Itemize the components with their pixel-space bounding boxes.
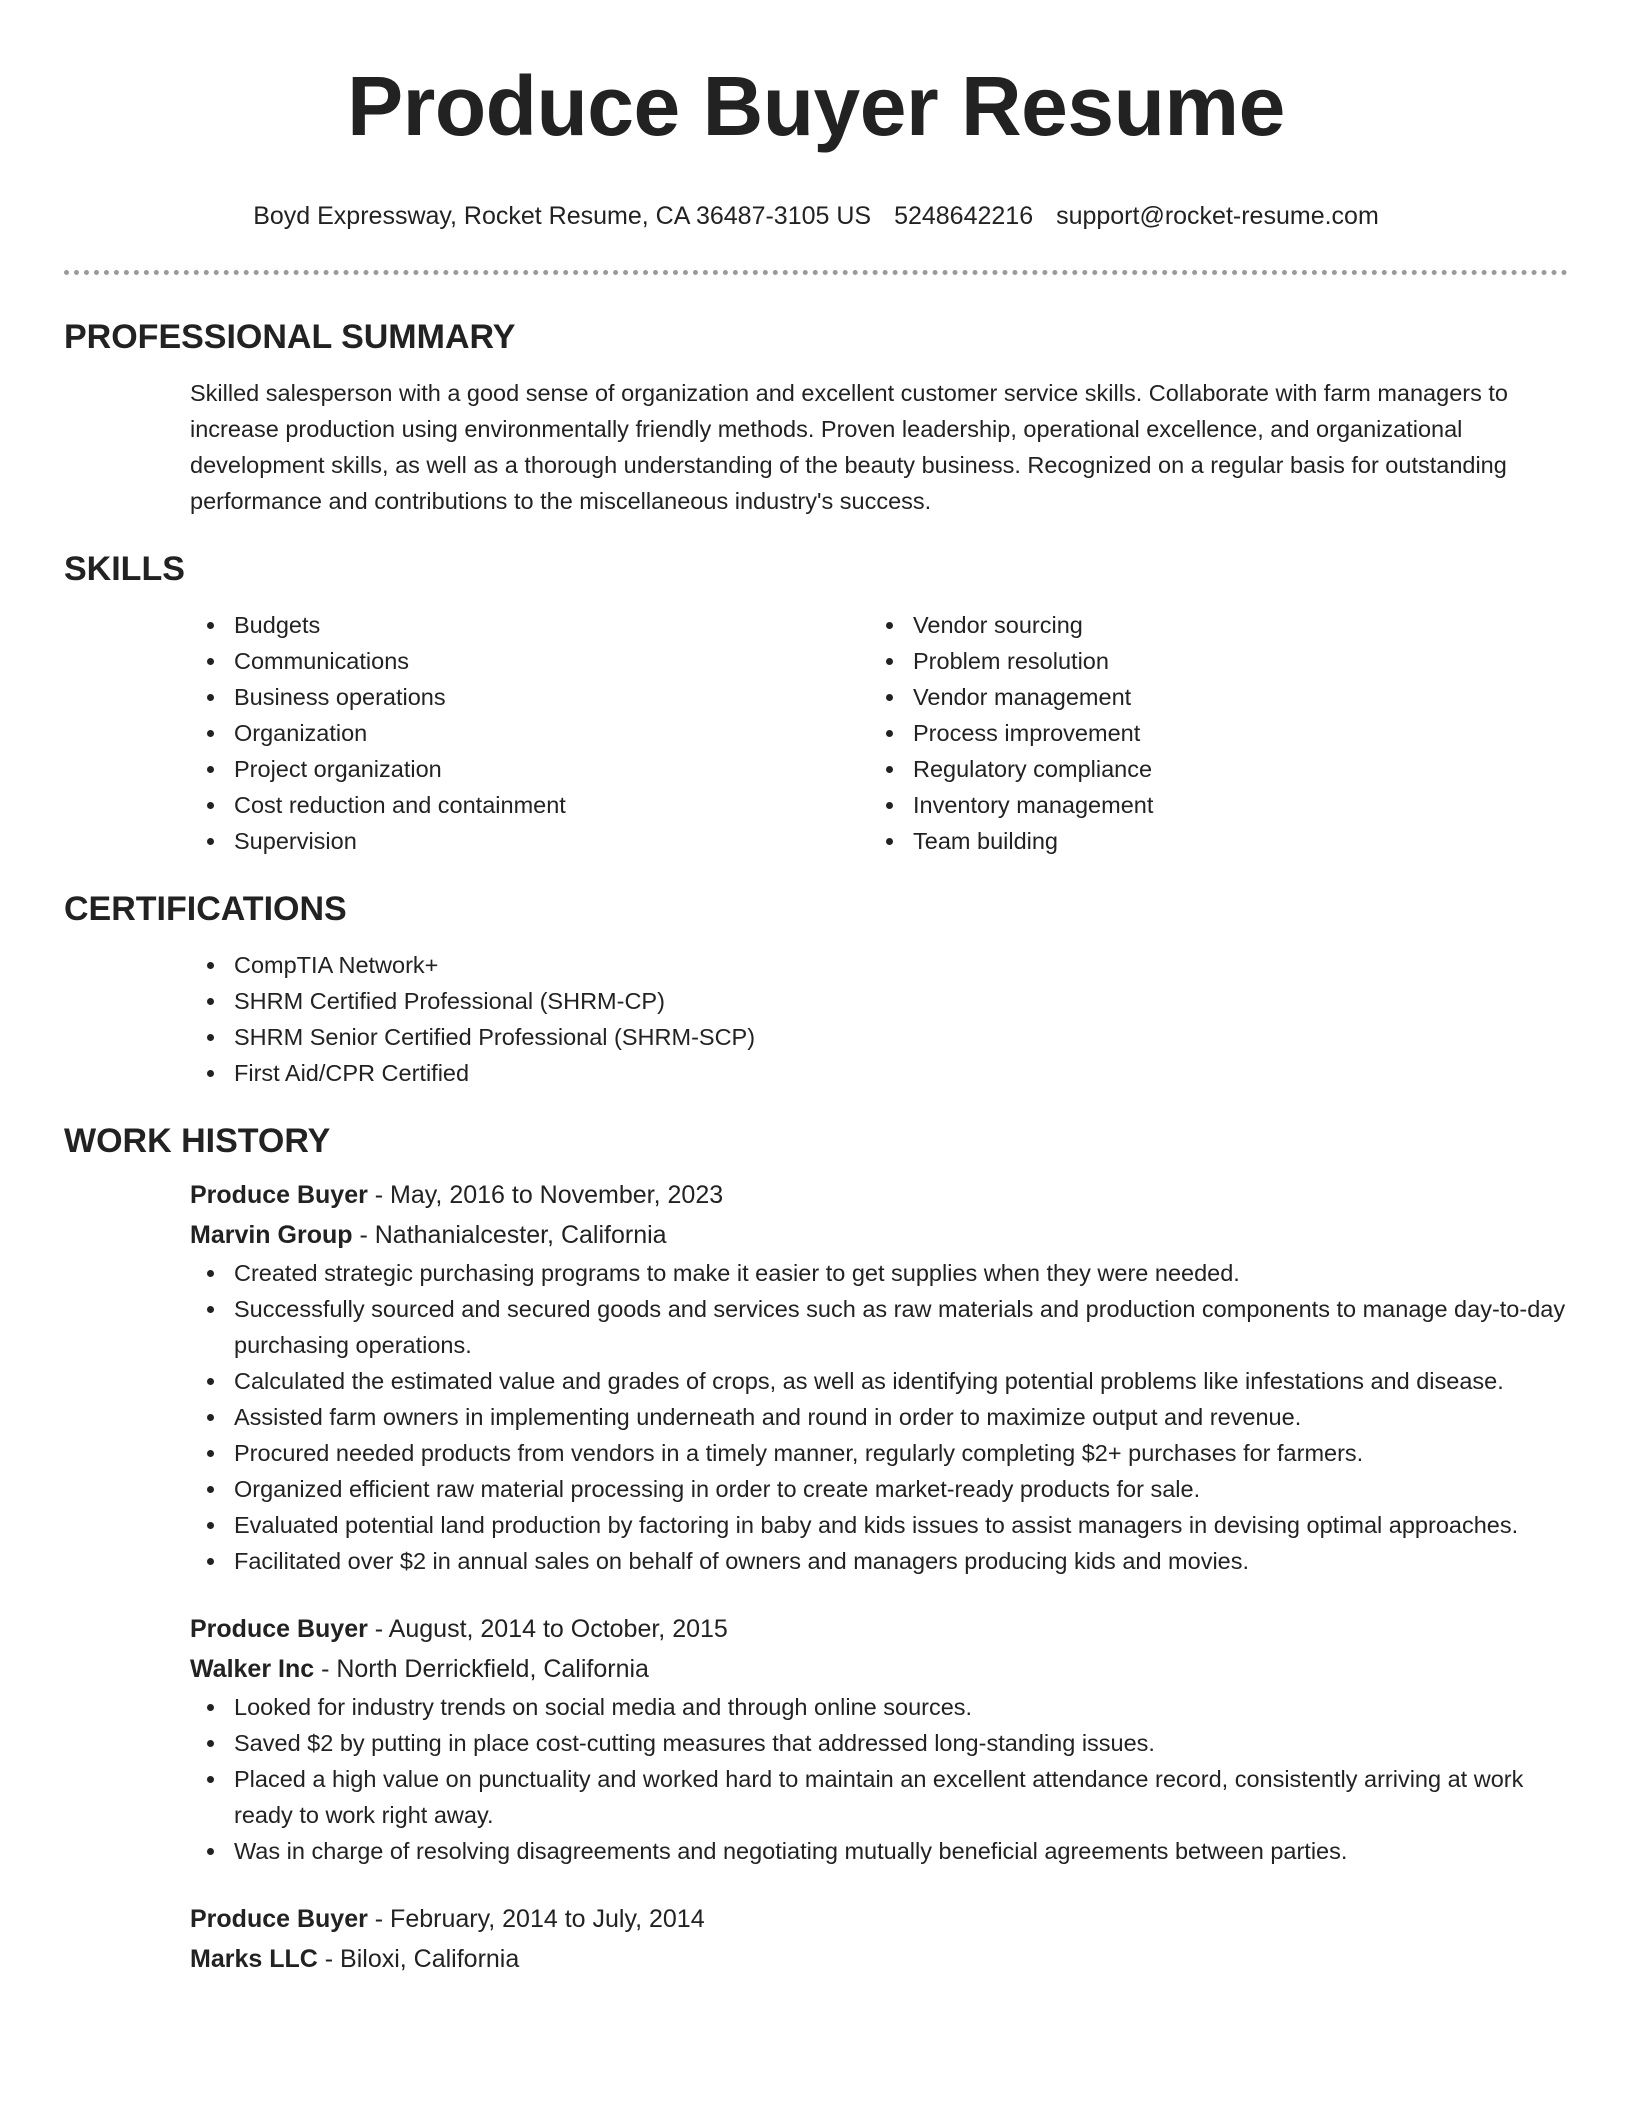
summary-section	[64, 315, 1568, 519]
bullet-icon	[207, 838, 214, 845]
job-bullet: Placed a high value on punctuality and worked hard to maintain an excellent attendance record, consistently arriving at work ready to work right away.	[190, 1761, 1568, 1833]
skill-item: Organization	[190, 715, 869, 751]
resume-title: Produce Buyer Resume	[347, 59, 1285, 153]
summary-heading: PROFESSIONAL SUMMARY	[64, 318, 516, 356]
header-divider	[64, 270, 1568, 275]
job-title: Produce Buyer	[190, 1615, 368, 1643]
skill-item: Team building	[869, 823, 1548, 859]
job-title-line	[190, 1175, 1568, 1215]
bullet-icon	[207, 694, 214, 701]
job-company-line	[190, 1939, 1568, 1979]
job-bullet: Saved $2 by putting in place cost-cutting measures that addressed long-standing issues.	[190, 1725, 1568, 1761]
work-history-section	[64, 1119, 1568, 1979]
bullet-icon	[207, 730, 214, 737]
job-title: Produce Buyer	[190, 1905, 368, 1933]
bullet-icon	[207, 622, 214, 629]
contact-line	[0, 200, 1632, 232]
work-history-heading: WORK HISTORY	[64, 1122, 331, 1160]
certifications-heading: CERTIFICATIONS	[64, 890, 347, 928]
job-dates: - August, 2014 to October, 2015	[367, 1615, 728, 1643]
job-title: Produce Buyer	[190, 1181, 368, 1209]
bullet-icon	[207, 802, 214, 809]
job-bullet: Assisted farm owners in implementing underneath and round in order to maximize output and revenue.	[190, 1399, 1568, 1435]
bullet-icon	[207, 1522, 214, 1529]
bullet-icon	[886, 802, 893, 809]
bullet-icon	[886, 694, 893, 701]
certification-item: SHRM Certified Professional (SHRM-CP)	[190, 983, 1568, 1019]
bullet-icon	[207, 1414, 214, 1421]
skill-item: Problem resolution	[869, 643, 1548, 679]
job-company: Marvin Group	[190, 1221, 353, 1249]
bullet-icon	[207, 1704, 214, 1711]
bullet-icon	[886, 730, 893, 737]
certifications-section	[64, 887, 1568, 1091]
bullet-icon	[207, 1776, 214, 1783]
job-bullet: Was in charge of resolving disagreements and negotiating mutually beneficial agreements between parties.	[190, 1833, 1568, 1869]
bullet-icon	[207, 1450, 214, 1457]
job-location: - Biloxi, California	[317, 1945, 520, 1973]
bullet-icon	[207, 1848, 214, 1855]
skills-grid	[190, 607, 1568, 859]
job-bullet: Evaluated potential land production by factoring in baby and kids issues to assist managers in devising optimal approaches.	[190, 1507, 1568, 1543]
certification-item: CompTIA Network+	[190, 947, 1568, 983]
job-bullet: Created strategic purchasing programs to make it easier to get supplies when they were needed.	[190, 1255, 1568, 1291]
bullet-icon	[886, 838, 893, 845]
contact-phone: 5248642216	[894, 202, 1034, 230]
bullet-icon	[207, 1740, 214, 1747]
skill-item: Project organization	[190, 751, 869, 787]
bullet-icon	[207, 658, 214, 665]
job-bullet: Organized efficient raw material processing in order to create market-ready products for sale.	[190, 1471, 1568, 1507]
skills-column-right	[869, 607, 1548, 859]
job-bullets	[190, 1689, 1568, 1869]
job-location: - Nathanialcester, California	[352, 1221, 667, 1249]
skill-item: Regulatory compliance	[869, 751, 1548, 787]
skills-column-left	[190, 607, 869, 859]
skill-item: Process improvement	[869, 715, 1548, 751]
job-bullet: Calculated the estimated value and grades of crops, as well as identifying potential problems like infestations and disease.	[190, 1363, 1568, 1399]
job-entry	[190, 1609, 1568, 1869]
job-title-line	[190, 1609, 1568, 1649]
bullet-icon	[207, 998, 214, 1005]
skill-item: Budgets	[190, 607, 869, 643]
job-bullets	[190, 1255, 1568, 1579]
skill-item: Business operations	[190, 679, 869, 715]
bullet-icon	[207, 766, 214, 773]
job-bullet: Looked for industry trends on social media and through online sources.	[190, 1689, 1568, 1725]
skill-item: Communications	[190, 643, 869, 679]
job-company: Marks LLC	[190, 1945, 318, 1973]
bullet-icon	[207, 1034, 214, 1041]
job-company-line	[190, 1649, 1568, 1689]
job-bullet: Facilitated over $2 in annual sales on behalf of owners and managers producing kids and movies.	[190, 1543, 1568, 1579]
bullet-icon	[207, 962, 214, 969]
job-entry	[190, 1175, 1568, 1579]
job-entry	[190, 1899, 1568, 1979]
certifications-list	[190, 947, 1568, 1091]
bullet-icon	[207, 1378, 214, 1385]
certification-item: First Aid/CPR Certified	[190, 1055, 1568, 1091]
skill-item: Vendor management	[869, 679, 1548, 715]
bullet-icon	[886, 658, 893, 665]
skills-section	[64, 547, 1568, 859]
bullet-icon	[886, 766, 893, 773]
bullet-icon	[886, 622, 893, 629]
job-location: - North Derrickfield, California	[314, 1655, 649, 1683]
skill-item: Inventory management	[869, 787, 1548, 823]
job-dates: - May, 2016 to November, 2023	[367, 1181, 724, 1209]
bullet-icon	[207, 1270, 214, 1277]
skill-item: Vendor sourcing	[869, 607, 1548, 643]
skills-heading: SKILLS	[64, 550, 185, 588]
contact-address: Boyd Expressway, Rocket Resume, CA 36487-3105 US	[253, 202, 872, 230]
certification-item: SHRM Senior Certified Professional (SHRM-SCP)	[190, 1019, 1568, 1055]
skill-item: Supervision	[190, 823, 869, 859]
resume-header	[0, 0, 1632, 232]
job-title-line	[190, 1899, 1568, 1939]
bullet-icon	[207, 1558, 214, 1565]
job-company: Walker Inc	[190, 1655, 315, 1683]
summary-text: Skilled salesperson with a good sense of organization and excellent customer service skills. Collaborate with farm managers to increase production using environmentally friendly methods. Proven leadership, operational excellence, and organizational development skills, as well as a thorough understanding of the beauty business. Recognized on a regular basis for outstanding performance and contributions to the miscellaneous industry's success.	[190, 380, 1508, 514]
job-bullet: Procured needed products from vendors in a timely manner, regularly completing $2+ purchases for farmers.	[190, 1435, 1568, 1471]
job-dates: - February, 2014 to July, 2014	[367, 1905, 705, 1933]
job-company-line	[190, 1215, 1568, 1255]
bullet-icon	[207, 1306, 214, 1313]
bullet-icon	[207, 1486, 214, 1493]
contact-email: support@rocket-resume.com	[1056, 202, 1379, 230]
skill-item: Cost reduction and containment	[190, 787, 869, 823]
job-bullet: Successfully sourced and secured goods and services such as raw materials and production components to manage day-to-day purchasing operations.	[190, 1291, 1568, 1363]
bullet-icon	[207, 1070, 214, 1077]
